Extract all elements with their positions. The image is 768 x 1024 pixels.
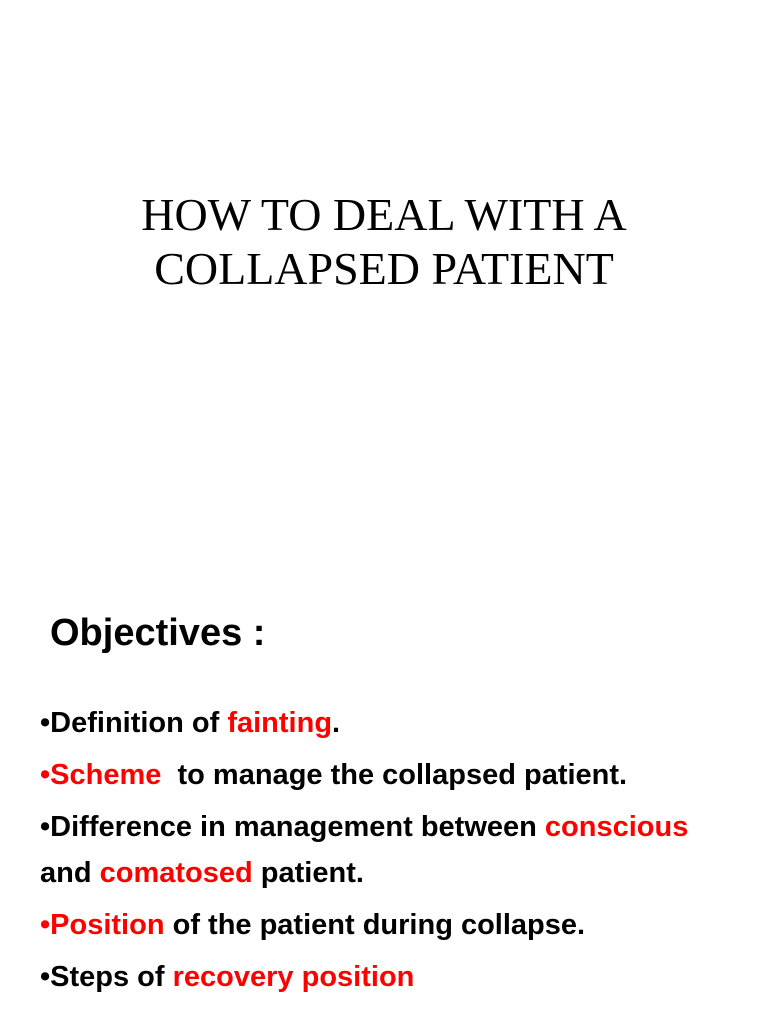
list-item (40, 954, 740, 1000)
title-line-2: COLLAPSED PATIENT (154, 243, 614, 294)
list-item (40, 752, 740, 798)
objectives-heading: Objectives : (50, 612, 266, 654)
list-item (40, 700, 740, 746)
bullet-marker: • (40, 961, 51, 993)
objectives-slide (0, 576, 768, 1024)
slide-title (0, 188, 768, 296)
highlight-text: comatosed (99, 857, 253, 889)
highlight-text: fainting (227, 707, 333, 739)
bullet-marker: • (40, 811, 51, 843)
bullet-text: and (40, 857, 100, 889)
highlight-text: Scheme (50, 759, 162, 791)
bullet-text: . (332, 707, 341, 739)
bullet-marker: • (40, 909, 51, 941)
bullet-text: Difference in management between (50, 811, 545, 843)
bullet-text: of the patient during collapse. (164, 909, 586, 941)
bullet-marker: • (40, 759, 51, 791)
list-item (40, 804, 740, 896)
objectives-list (40, 700, 740, 1006)
bullet-text: to manage the collapsed patient. (161, 759, 628, 791)
list-item (40, 902, 740, 948)
bullet-marker: • (40, 707, 51, 739)
title-line-1: HOW TO DEAL WITH A (141, 189, 627, 240)
highlight-text: Position (50, 909, 165, 941)
bullet-text: Definition of (50, 707, 228, 739)
highlight-text: conscious (544, 811, 689, 843)
highlight-text: recovery position (172, 961, 415, 993)
bullet-text: Steps of (50, 961, 173, 993)
bullet-text: patient. (252, 857, 364, 889)
